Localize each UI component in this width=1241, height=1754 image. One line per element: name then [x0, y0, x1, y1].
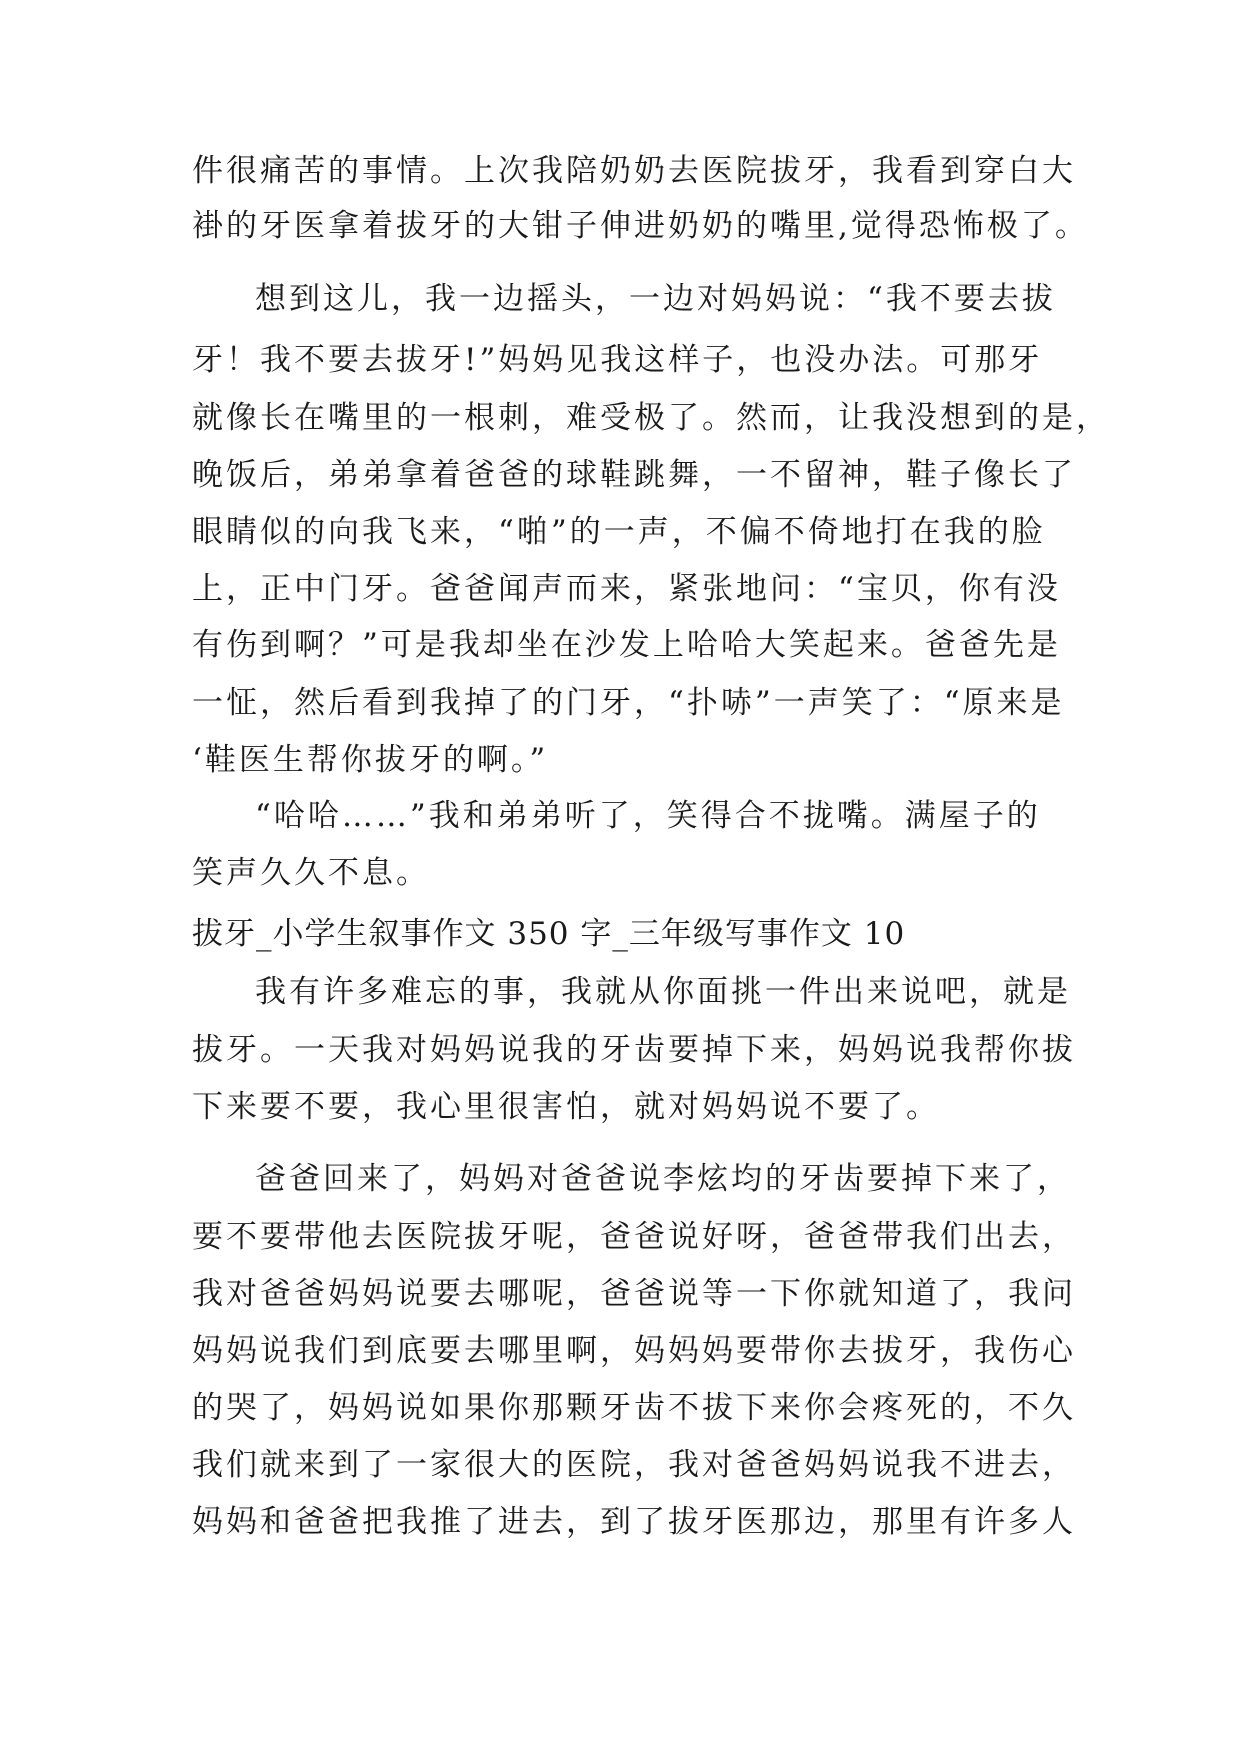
text-line: 我们就来到了一家很大的医院，我对爸爸妈妈说我不进去， [192, 1447, 1076, 1483]
paragraph-first-line: “哈哈……”我和弟弟听了，笑得合不拢嘴。满屋子的 [255, 798, 1041, 834]
text-line: 眼睛似的向我飞来，“啪”的一声，不偏不倚地打在我的脸 [192, 514, 1046, 550]
text-line: 笑声久久不息。 [192, 855, 430, 891]
text-line: 的哭了，妈妈说如果你那颗牙齿不拔下来你会疼死的，不久 [192, 1390, 1076, 1426]
text-line: 妈妈和爸爸把我推了进去，到了拔牙医那边，那里有许多人 [192, 1504, 1076, 1540]
text-line: 晚饭后，弟弟拿着爸爸的球鞋跳舞，一不留神，鞋子像长了 [192, 457, 1076, 493]
text-line: ‘鞋医生帮你拔牙的啊。” [192, 742, 549, 778]
text-line: 就像长在嘴里的一根刺，难受极了。然而，让我没想到的是， [192, 400, 1110, 436]
paragraph-first-line: 想到这儿，我一边摇头，一边对妈妈说：“我不要去拔 [255, 281, 1056, 317]
text-line: 有伤到啊？”可是我却坐在沙发上哈哈大笑起来。爸爸先是 [192, 627, 1061, 663]
paragraph-first-line: 爸爸回来了，妈妈对爸爸说李炫均的牙齿要掉下来了， [255, 1161, 1071, 1197]
text-line: 拔牙。一天我对妈妈说我的牙齿要掉下来，妈妈说我帮你拔 [192, 1032, 1076, 1068]
text-line: 褂的牙医拿着拔牙的大钳子伸进奶奶的嘴里,觉得恐怖极了。 [192, 208, 1089, 244]
text-line: 要不要带他去医院拔牙呢，爸爸说好呀，爸爸带我们出去， [192, 1219, 1076, 1255]
text-line: 一怔，然后看到我掉了的门牙，“扑哧”一声笑了：“原来是 [192, 685, 1065, 721]
section-title: 拔牙_小学生叙事作文 350 字_三年级写事作文 10 [192, 916, 906, 952]
text-line: 我对爸爸妈妈说要去哪呢，爸爸说等一下你就知道了，我问 [192, 1276, 1076, 1312]
text-line: 牙！我不要去拔牙!”妈妈见我这样子，也没办法。可那牙 [192, 342, 1043, 378]
text-line: 妈妈说我们到底要去哪里啊，妈妈妈要带你去拔牙，我伤心 [192, 1333, 1076, 1369]
paragraph-first-line: 我有许多难忘的事，我就从你面挑一件出来说吧，就是 [255, 974, 1071, 1010]
text-line: 下来要不要，我心里很害怕，就对妈妈说不要了。 [192, 1089, 940, 1125]
text-line: 件很痛苦的事情。上次我陪奶奶去医院拔牙，我看到穿白大 [192, 153, 1076, 189]
text-line: 上，正中门牙。爸爸闻声而来，紧张地问：“宝贝，你有没 [192, 571, 1061, 607]
